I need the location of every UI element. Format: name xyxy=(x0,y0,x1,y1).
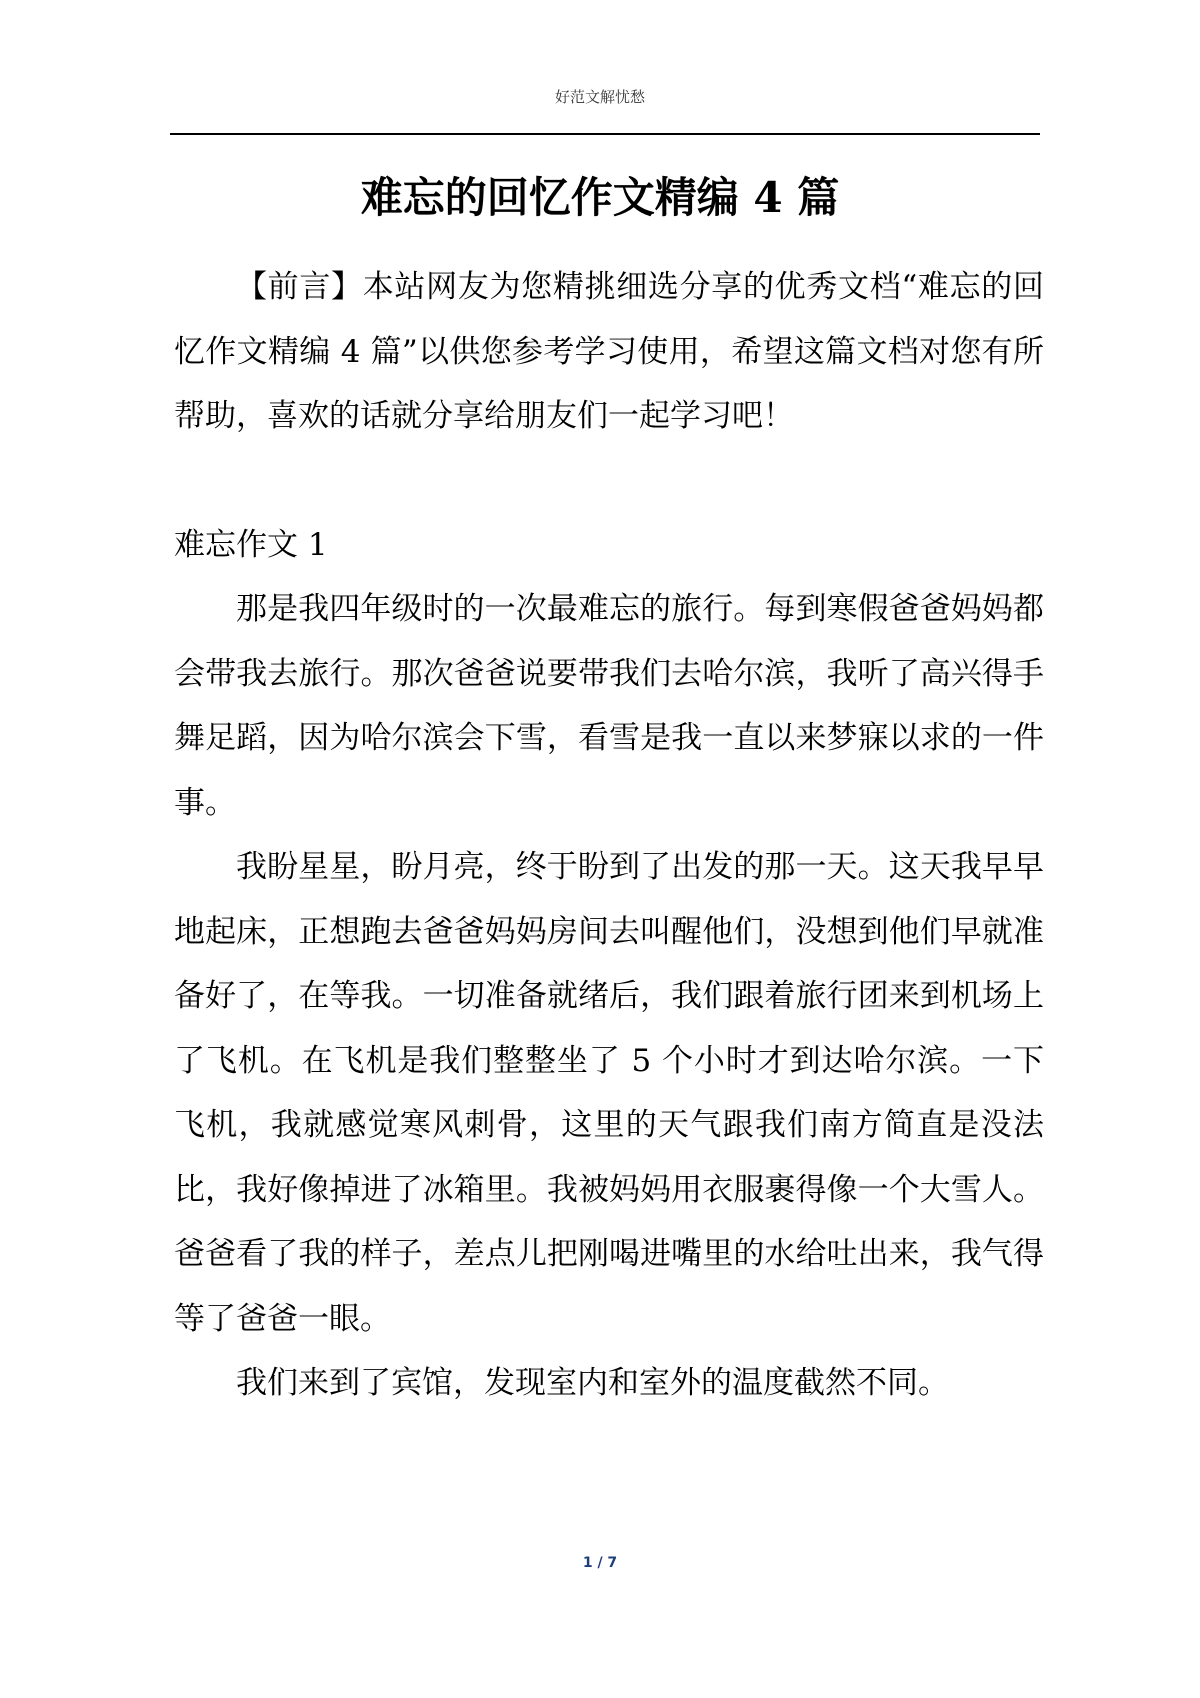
body-paragraph: 我盼星星，盼月亮，终于盼到了出发的那一天。这天我早早地起床，正想跑去爸爸妈妈房间去叫醒他们，没想到他们早就准备好了，在等我。一切准备就绪后，我们跟着旅行团来到机场上了飞机。在飞机是我们整整坐了 5 个小时才到达哈尔滨。一下飞机，我就感觉寒风刺骨，这里的天气跟我们南方简直是没法比，我好像掉进了冰箱里。我被妈妈用衣服裹得像一个大雪人。爸爸看了我的样子，差点儿把刚喝进嘴里的水给吐出来，我气得等了爸爸一眼。 xyxy=(174,849,1044,1337)
running-header: 好范文解忧愁 xyxy=(554,88,645,106)
page-number: 1 / 7 xyxy=(582,1555,618,1571)
preface-paragraph: 【前言】本站网友为您精挑细选分享的优秀文档“难忘的回忆作文精编 4 篇”以供您参考学习使用，希望这篇文档对您有所帮助，喜欢的话就分享给朋友们一起学习吧！ xyxy=(174,269,1044,434)
document-title: 难忘的回忆作文精编 4 篇 xyxy=(360,173,840,223)
body-paragraph: 那是我四年级时的一次最难忘的旅行。每到寒假爸爸妈妈都会带我去旅行。那次爸爸说要带我们去哈尔滨，我听了高兴得手舞足蹈，因为哈尔滨会下雪，看雪是我一直以来梦寐以求的一件事。 xyxy=(174,591,1044,821)
document-body xyxy=(174,255,1044,1416)
section-heading: 难忘作文 1 xyxy=(174,526,328,563)
body-paragraph: 我们来到了宾馆，发现室内和室外的温度截然不同。 xyxy=(236,1365,949,1401)
header-divider xyxy=(170,133,1040,135)
